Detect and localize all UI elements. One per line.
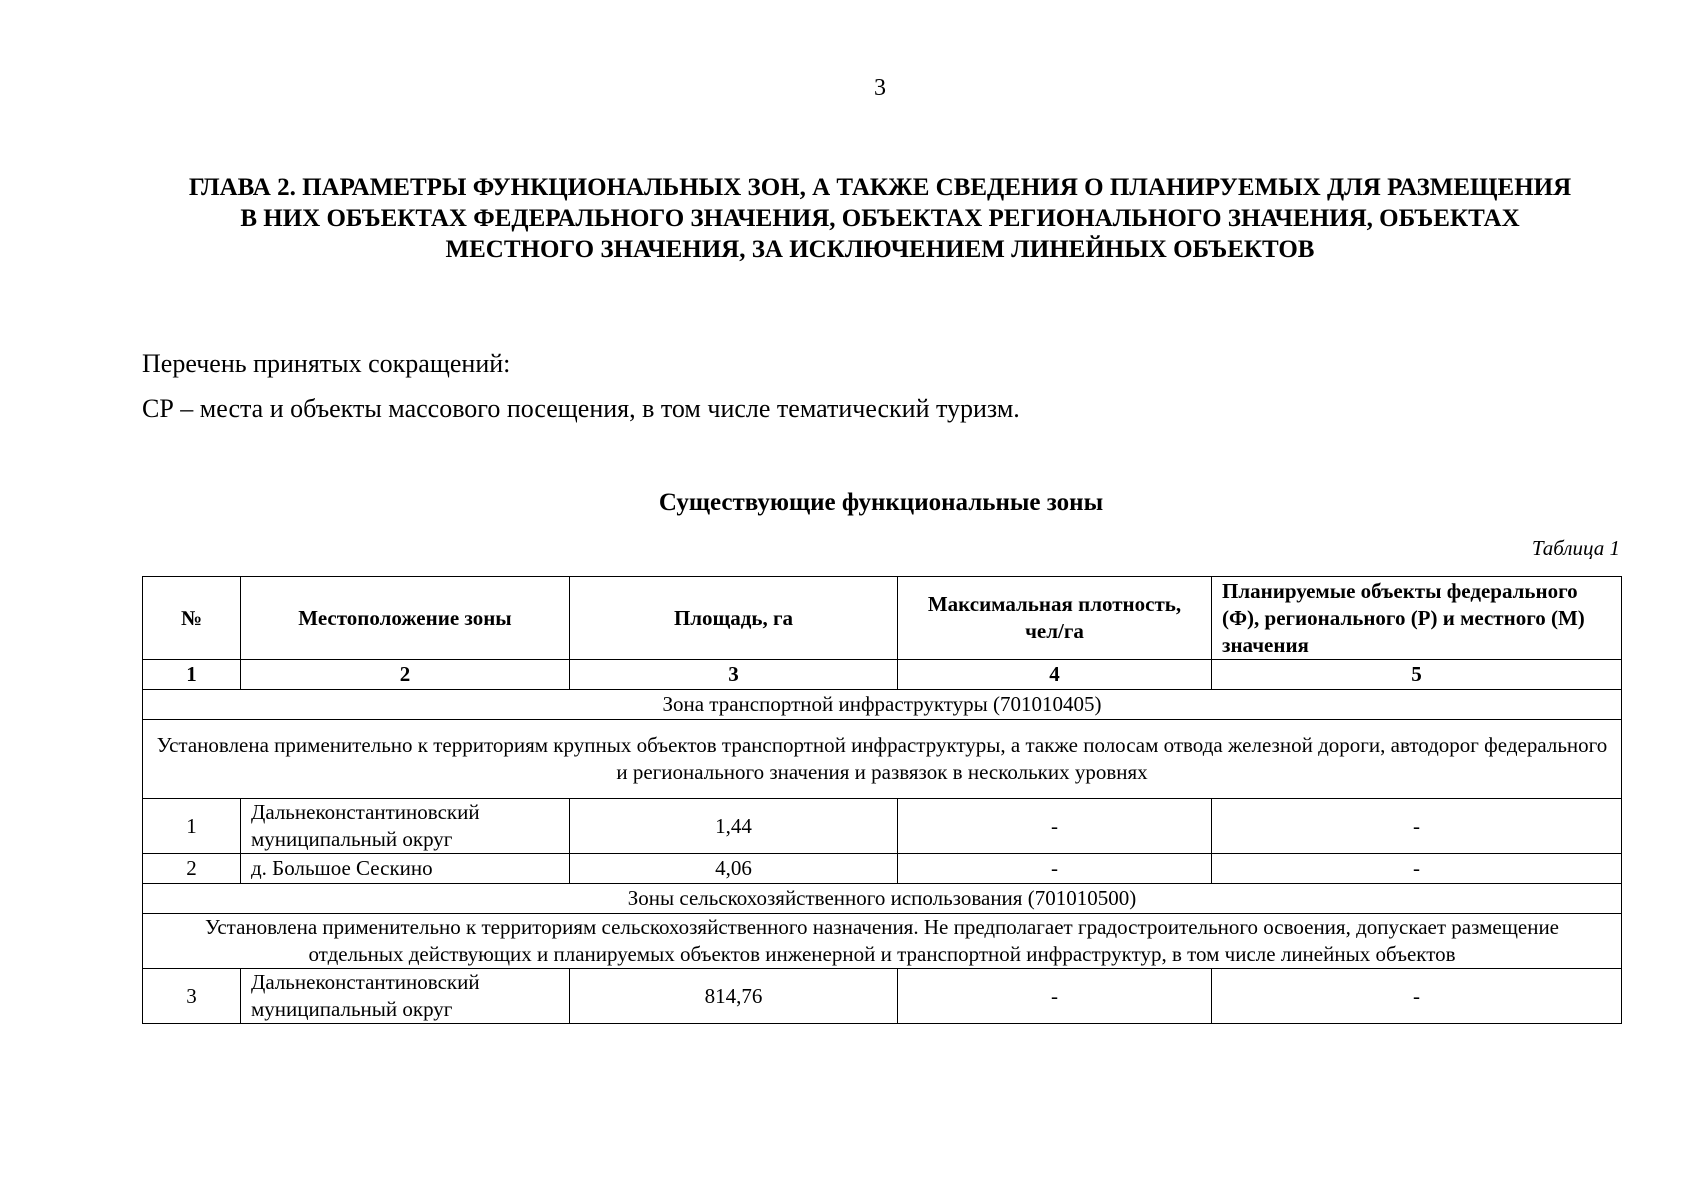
table-row: [143, 799, 1622, 854]
column-number: 1: [143, 660, 241, 690]
zone-description: Установлена применительно к территориям крупных объектов транспортной инфраструктуры, а также полосам отвода железной дороги, автодорог федерального и регионального значения и развязок в нескольких уровнях: [143, 720, 1622, 799]
table-row: [143, 969, 1622, 1024]
column-header-planned-objects: Планируемые объекты федерального (Ф), регионального (Р) и местного (М) значения: [1212, 577, 1622, 660]
zone-title-row: [143, 884, 1622, 914]
page-number: 3: [874, 75, 886, 101]
row-location: д. Большое Сескино: [241, 854, 570, 884]
table-row: [143, 854, 1622, 884]
column-number: 3: [570, 660, 898, 690]
zone-description: Установлена применительно к территориям сельскохозяйственного назначения. Не предполагает градостроительного освоения, допускает размещение отдельных действующих и планируемых объектов инженерной и транспортной инфраструктур, в том числе линейных объектов: [143, 914, 1622, 969]
row-area: 814,76: [570, 969, 898, 1024]
row-area: 4,06: [570, 854, 898, 884]
functional-zones-table: [142, 576, 1622, 1024]
table-caption: Таблица 1: [1531, 536, 1620, 560]
column-number: 2: [241, 660, 570, 690]
row-planned-objects: -: [1212, 854, 1622, 884]
zone-title: Зоны сельскохозяйственного использования (701010500): [143, 884, 1622, 914]
column-header-area: Площадь, га: [570, 577, 898, 660]
abbreviation-item: СР – места и объекты массового посещения, в том числе тематический туризм.: [142, 394, 1020, 423]
chapter-title: ГЛАВА 2. ПАРАМЕТРЫ ФУНКЦИОНАЛЬНЫХ ЗОН, А ТАКЖЕ СВЕДЕНИЯ О ПЛАНИРУЕМЫХ ДЛЯ РАЗМЕЩЕНИЯ В НИХ ОБЪЕКТАХ ФЕДЕРАЛЬНОГО ЗНАЧЕНИЯ, ОБЪЕКТАХ РЕГИОНАЛЬНОГО ЗНАЧЕНИЯ, ОБЪЕКТАХ МЕСТНОГО ЗНАЧЕНИЯ, ЗА ИСКЛЮЧЕНИЕМ ЛИНЕЙНЫХ ОБЪЕКТОВ: [188, 174, 1572, 263]
row-density: -: [898, 854, 1212, 884]
zone-description-row: [143, 720, 1622, 799]
row-density: -: [898, 799, 1212, 854]
column-header-density: Максимальная плотность, чел/га: [898, 577, 1212, 660]
column-header-location: Местоположение зоны: [241, 577, 570, 660]
table-header-row: [143, 577, 1622, 660]
row-location: Дальнеконстантиновский муниципальный округ: [241, 969, 570, 1024]
zone-description-row: [143, 914, 1622, 969]
zone-title: Зона транспортной инфраструктуры (701010405): [143, 690, 1622, 720]
table-heading: Существующие функциональные зоны: [658, 489, 1104, 516]
row-location: Дальнеконстантиновский муниципальный округ: [241, 799, 570, 854]
column-number: 5: [1212, 660, 1622, 690]
row-area: 1,44: [570, 799, 898, 854]
column-number: 4: [898, 660, 1212, 690]
column-numbers-row: [143, 660, 1622, 690]
abbreviations-section: [142, 348, 1602, 438]
row-number: 2: [143, 854, 241, 884]
row-number: 1: [143, 799, 241, 854]
row-density: -: [898, 969, 1212, 1024]
zone-title-row: [143, 690, 1622, 720]
row-planned-objects: -: [1212, 799, 1622, 854]
column-header-number: №: [143, 577, 241, 660]
abbreviations-heading: Перечень принятых сокращений:: [142, 349, 511, 378]
row-number: 3: [143, 969, 241, 1024]
row-planned-objects: -: [1212, 969, 1622, 1024]
